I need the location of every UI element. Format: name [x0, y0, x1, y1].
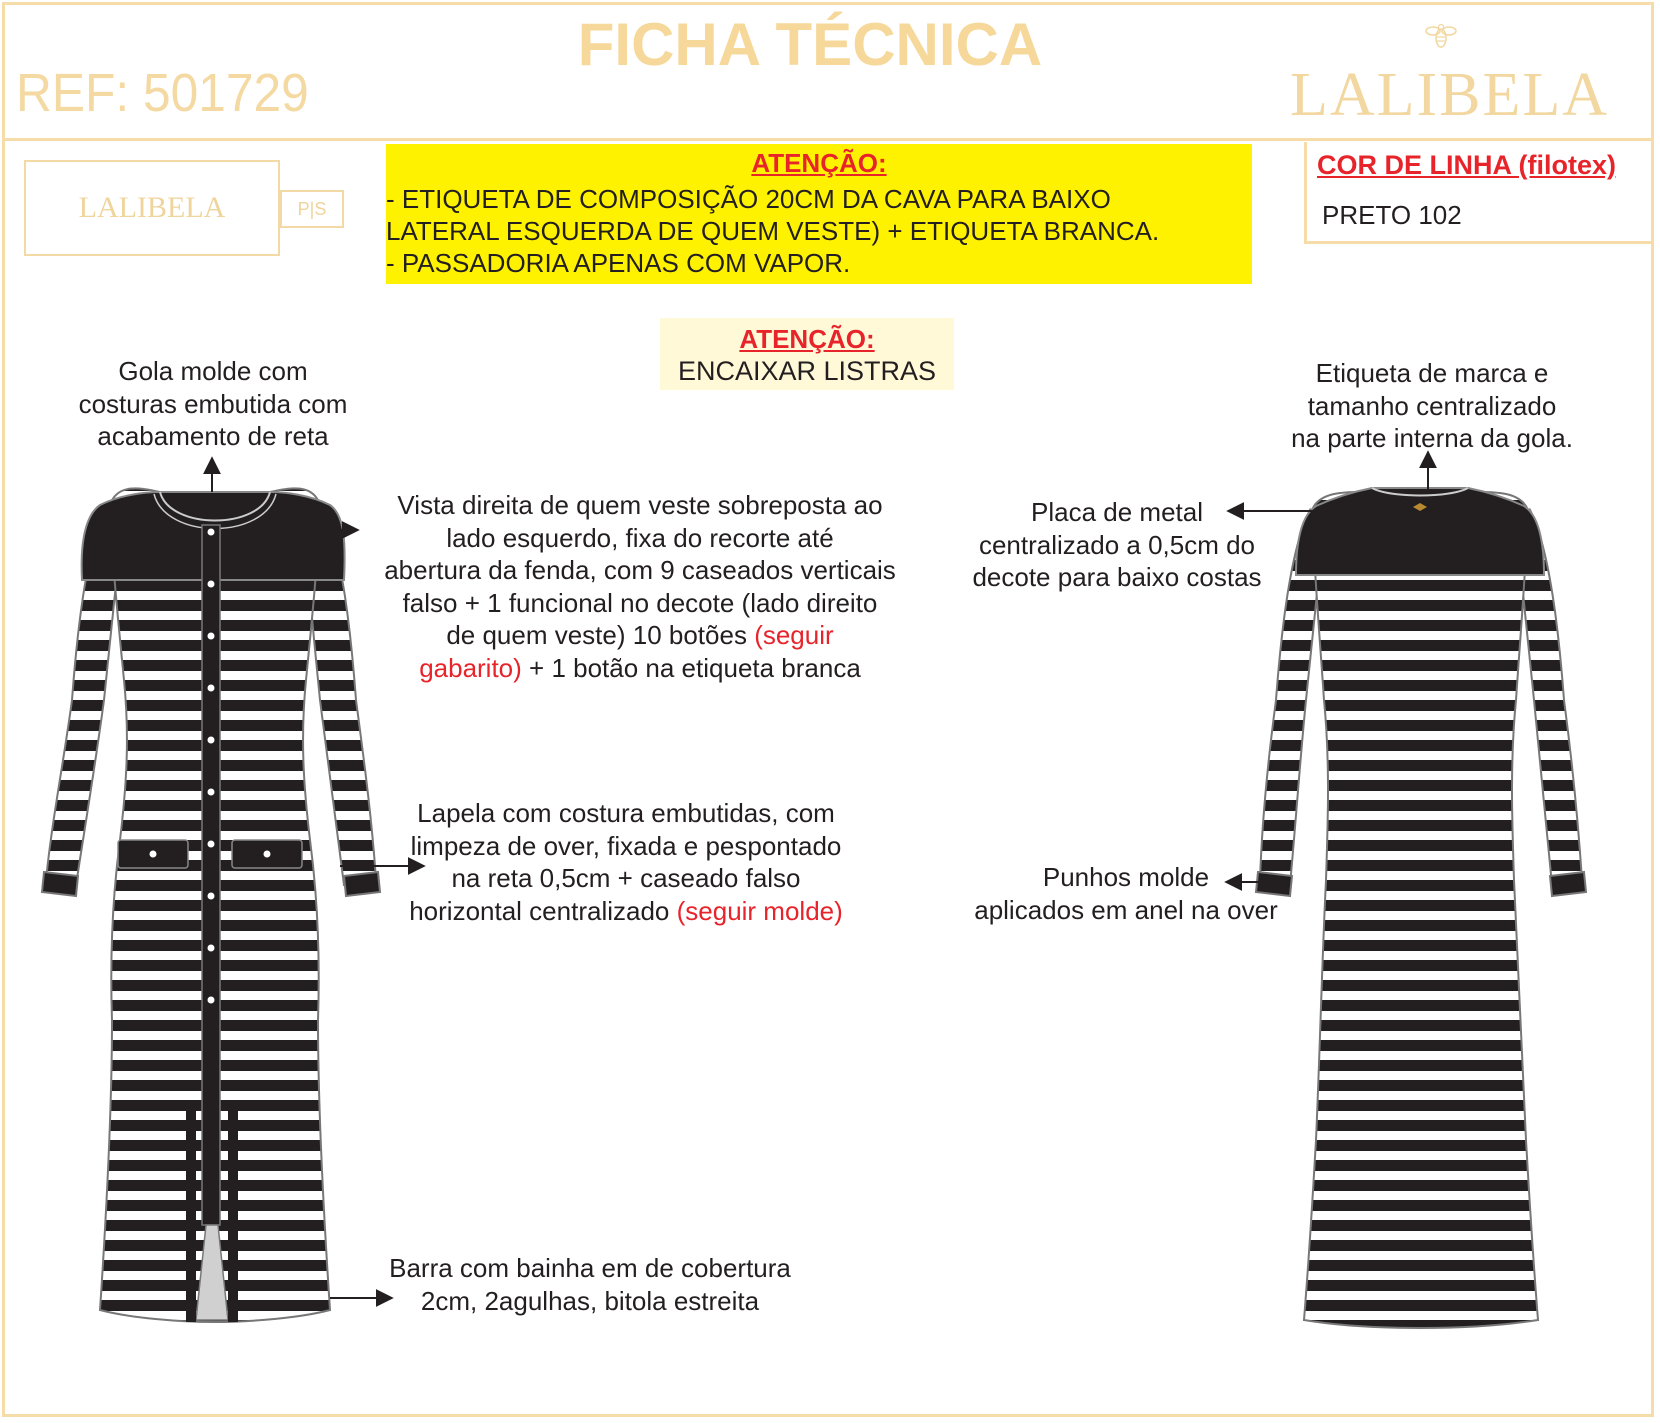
attention-line: - PASSADORIA APENAS COM VAPOR. [386, 248, 851, 278]
button-dot [208, 737, 215, 744]
size-label: P|S [280, 190, 344, 228]
page-title: FICHA TÉCNICA [577, 11, 1043, 78]
attention-heading: ATENÇÃO: [751, 148, 887, 178]
button-dot [208, 789, 215, 796]
note-collar: Gola molde com costuras embutida com acabamento de reta [78, 356, 348, 451]
button-dot [208, 945, 215, 952]
note-lapel: Lapela com costura embutidas, com limpeza de over, fixada e pespontado na reta 0,5cm + caseado falso horizontal centralizado (seguir molde) [409, 798, 843, 926]
note-cuffs: Punhos molde aplicados em anel na over [974, 862, 1278, 925]
reference-code: REF: 501729 [16, 63, 309, 123]
button-dot [208, 841, 215, 848]
button-dot [208, 893, 215, 900]
note-placket: Vista direita de quem veste sobreposta ao lado esquerdo, fixa do recorte até abertura da fenda, com 9 caseados verticais falso + 1 funcional no decote (lado direito de quem veste) 10 botões (seguir gabarito) + 1 botão na etiqueta branca [384, 490, 896, 683]
button-dot [208, 997, 215, 1004]
button-dot [208, 529, 215, 536]
attention-line: LATERAL ESQUERDA DE QUEM VESTE) + ETIQUETA BRANCA. [386, 216, 1160, 246]
brand-logo: LALIBELA [1290, 61, 1610, 129]
front-view [42, 488, 380, 1322]
thread-color-value: PRETO 102 [1322, 200, 1462, 230]
attention-line: - ETIQUETA DE COMPOSIÇÃO 20CM DA CAVA PARA BAIXO [386, 184, 1111, 214]
button-dot [208, 633, 215, 640]
stripes-note-heading: ATENÇÃO: [739, 324, 875, 354]
button-dot [208, 685, 215, 692]
thread-color-heading: COR DE LINHA (filotex) [1317, 150, 1616, 180]
button-dot [208, 581, 215, 588]
brand-label: LALIBELA [24, 160, 280, 256]
stripes-note-text: ENCAIXAR LISTRAS [677, 356, 937, 386]
note-brand-tag: Etiqueta de marca e tamanho centralizado na parte interna da gola. [1291, 358, 1573, 453]
note-metal-plate: Placa de metal centralizado a 0,5cm do decote para baixo costas [972, 497, 1262, 592]
note-hem: Barra com bainha em de cobertura 2cm, 2agulhas, bitola estreita [389, 1253, 791, 1316]
